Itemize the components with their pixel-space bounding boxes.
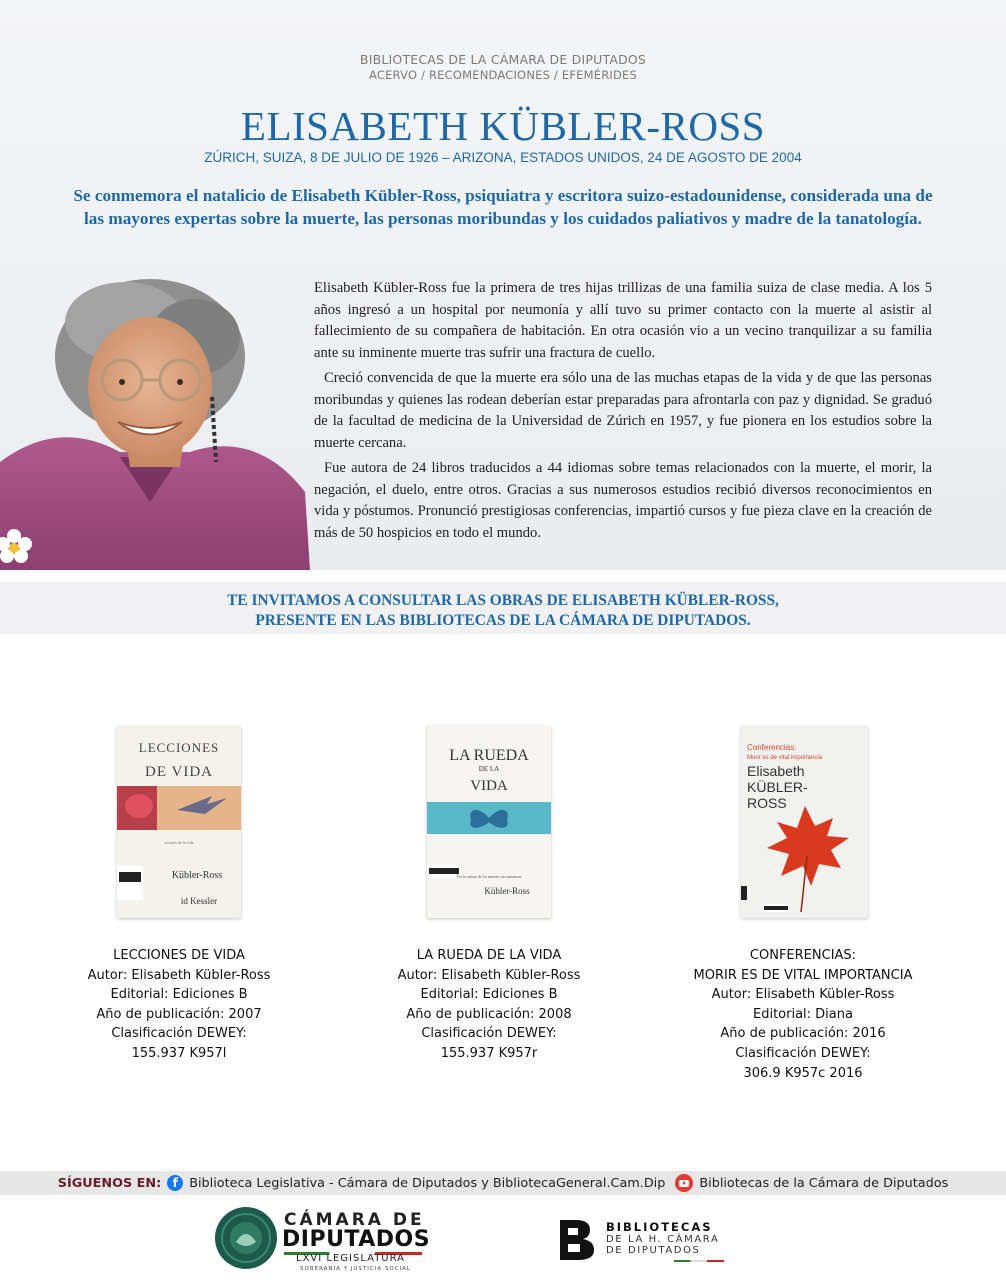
portrait-photo — [0, 262, 310, 570]
cover-series: Conferencias: — [747, 743, 797, 752]
book-title: LECCIONES DE VIDA — [113, 948, 245, 963]
social-bar — [0, 1171, 1006, 1195]
cover-tagline: Por la autora de La muerte: un amanecer — [456, 874, 522, 879]
book-author: Autor: Elisabeth Kübler-Ross — [397, 967, 581, 983]
book-info-2 — [359, 946, 619, 1064]
page-title: ELISABETH KÜBLER-ROSS — [240, 103, 766, 149]
cover-name-1: Elisabeth — [747, 763, 805, 779]
camara-motto: SOBERANÍA Y JUSTICIA SOCIAL — [300, 1266, 411, 1272]
cover-coauthor: id Kessler — [180, 896, 218, 906]
book-info-3 — [673, 946, 933, 1083]
book-publisher: Editorial: Ediciones B — [420, 987, 558, 1003]
cover-series-2: Morir es de vital importancia — [747, 755, 823, 761]
facebook-link[interactable]: Biblioteca Legislativa - Cámara de Diputados y BibliotecaGeneral.Cam.Dip — [189, 1175, 666, 1191]
invite-line-1: TE INVITAMOS A CONSULTAR LAS OBRAS DE ELISABETH KÜBLER-ROSS, — [227, 592, 779, 609]
follow-label: SÍGUENOS EN: — [57, 1175, 162, 1191]
cover-name-2: KÜBLER- — [747, 779, 808, 795]
facebook-icon[interactable]: f — [167, 1175, 183, 1191]
invite-text — [0, 591, 1006, 631]
bibliotecas-b-icon — [556, 1218, 598, 1262]
bio-paragraph-1: Elisabeth Kübler-Ross fue la primera de tres hijas trillizas de una familia suiza de clase media. A los 5 años ingresó a un hospital por neumonía y allí tuvo su primer contacto con la muerte al asistir al fallecimiento de su compañera de habitación. En otra ocasión vio a un vecino tranquilizar a su familia ante su inminente muerte tras sufrir una fractura de cuello. — [314, 280, 932, 361]
book-publisher: Editorial: Ediciones B — [110, 987, 248, 1003]
cover-title-3: VIDA — [470, 778, 508, 794]
book-dewey-code: 306.9 K957c 2016 — [743, 1065, 863, 1081]
book-author: Autor: Elisabeth Kübler-Ross — [87, 967, 271, 983]
bibliotecas-text-1: BIBLIOTECAS — [606, 1220, 713, 1234]
book-title: LA RUEDA DE LA VIDA — [416, 948, 562, 963]
header-section-path: ACERVO / RECOMENDACIONES / EFEMÉRIDES — [368, 68, 638, 82]
book-info-1 — [49, 946, 309, 1064]
book-author: Autor: Elisabeth Kübler-Ross — [711, 987, 895, 1003]
book-year: Año de publicación: 2008 — [406, 1006, 572, 1022]
book-cover-lecciones-de-vida — [117, 726, 241, 918]
book-year: Año de publicación: 2007 — [96, 1006, 262, 1022]
camara-legislatura: LXVI LEGISLATURA — [296, 1253, 406, 1264]
book-title: CONFERENCIAS: — [749, 948, 857, 963]
book-title-2: MORIR ES DE VITAL IMPORTANCIA — [693, 967, 913, 983]
book-dewey-label: Clasificación DEWEY: — [111, 1026, 247, 1042]
cover-title-1: LECCIONES — [138, 740, 220, 755]
biography — [314, 278, 932, 548]
bibliotecas-logo — [556, 1218, 756, 1268]
life-dates: ZÚRICH, SUIZA, 8 DE JULIO DE 1926 – ARIZONA, ESTADOS UNIDOS, 24 DE AGOSTO DE 2004 — [204, 150, 802, 165]
header-institution: BIBLIOTECAS DE LA CÁMARA DE DIPUTADOS — [359, 52, 647, 67]
lead-paragraph: Se conmemora el natalicio de Elisabeth Kübler-Ross, psiquiatra y escritora suizo-estadounidense, considerada una de las mayores expertas sobre la muerte, las personas moribundas y los cuidados paliativos y madre de la tanatología. — [73, 186, 933, 228]
cover-author: Kübler-Ross — [484, 886, 530, 896]
cover-name-3: ROSS — [747, 795, 787, 811]
invite-line-2: PRESENTE EN LAS BIBLIOTECAS DE LA CÁMARA DE DIPUTADOS. — [255, 612, 751, 629]
book-dewey-label: Clasificación DEWEY: — [421, 1026, 557, 1042]
book-dewey-label: Clasificación DEWEY: — [735, 1045, 871, 1061]
book-dewey-code: 155.937 K957r — [440, 1045, 538, 1061]
camara-text-line-1: CÁMARA DE — [284, 1210, 425, 1230]
cover-subtitle: a través de la vida — [164, 840, 194, 845]
camara-emblem-icon — [214, 1206, 278, 1270]
book-year: Año de publicación: 2016 — [720, 1026, 886, 1042]
tricolor-divider — [674, 1260, 724, 1262]
cover-author: Kübler-Ross — [171, 870, 223, 881]
bio-paragraph-3: Fue autora de 24 libros traducidos a 44 idiomas sobre temas relacionados con la muerte, el morir, la negación, el duelo, entre otros. Gracias a sus numerosos estudios recibió diversos reconocimientos en vida y póstumos. Pronunció prestigiosas conferencias, impartió cursos y fue pieza clave en la creación de más de 50 hospicios en todo el mundo. — [314, 459, 932, 541]
youtube-icon[interactable] — [675, 1174, 693, 1192]
cover-title-2: DE VIDA — [145, 764, 213, 780]
book-cover-conferencias — [741, 726, 868, 918]
camara-diputados-logo — [214, 1206, 434, 1276]
cover-title-2: DE LA — [478, 765, 500, 773]
book-cover-la-rueda-de-la-vida — [427, 726, 551, 918]
bibliotecas-text-2: DE LA H. CÁMARA — [606, 1234, 720, 1245]
book-dewey-code: 155.937 K957l — [131, 1045, 227, 1061]
bio-paragraph-2: Creció convencida de que la muerte era sólo una de las muchas etapas de la vida y de que las personas moribundas y quienes las rodean deberían estar preparadas para afrontarla con paz y dignidad. Se graduó de la facultad de medicina de la Universidad de Zúrich en 1957, y fue pionera en los estudios sobre la muerte cercana. — [314, 369, 932, 451]
youtube-link[interactable]: Bibliotecas de la Cámara de Diputados — [699, 1175, 949, 1191]
book-publisher: Editorial: Diana — [753, 1006, 853, 1022]
cover-title-1: LA RUEDA — [449, 747, 529, 764]
bibliotecas-text-3: DE DIPUTADOS — [606, 1245, 701, 1256]
camara-text-line-2: DIPUTADOS — [282, 1227, 431, 1252]
